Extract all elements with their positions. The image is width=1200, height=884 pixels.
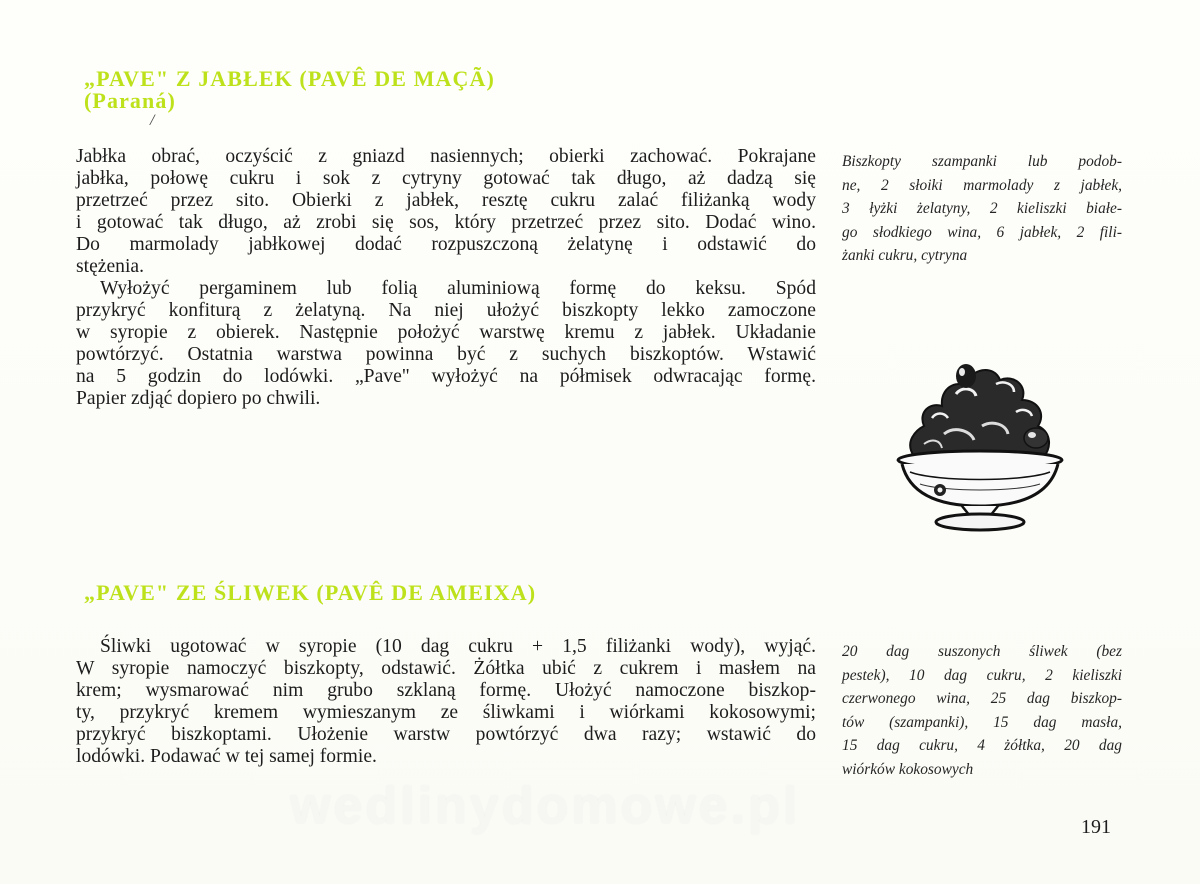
text-line: powtórzyć. Ostatnia warstwa powinna być z suchych biszkoptów. Wstawić — [76, 344, 816, 365]
ingredients-apple — [842, 150, 1122, 268]
text-line: krem; wysmarować nim grubo szklaną formę. Ułożyć namoczone biszkop- — [76, 680, 816, 701]
text-line: w syropie z obierek. Następnie położyć warstwę kremu z jabłek. Układanie — [76, 322, 816, 343]
text-line: Śliwki ugotować w syropie (10 dag cukru + 1,5 filiżanki wody), wyjąć. — [100, 636, 816, 657]
pen-mark: / — [150, 112, 155, 129]
page-number: 191 — [1081, 816, 1111, 838]
ingredient-line: wiórków kokosowych — [842, 760, 974, 778]
text-line: lodówki. Podawać w tej samej formie. — [76, 746, 377, 767]
recipe-title-plum-pave: „PAVE" ZE ŚLIWEK (PAVÊ DE AMEIXA) — [84, 580, 537, 605]
ingredient-line: ne, 2 słoiki marmolady z jabłek, — [842, 176, 1122, 194]
ingredient-line: 3 łyżki żelatyny, 2 kieliszki białe- — [842, 200, 1122, 217]
ingredients-plum — [842, 640, 1122, 781]
recipe-instructions-apple — [76, 146, 816, 410]
ingredient-line: go słodkiego wina, 6 jabłek, 2 fili- — [842, 223, 1122, 241]
text-line: Do marmolady jabłkowej dodać rozpuszczoną żelatynę i odstawić do — [76, 234, 816, 255]
text-line: jabłka, połowę cukru i sok z cytryny gotować tak długo, aż dadzą się — [76, 168, 816, 189]
watermark: wedlinydomowe.pl — [290, 777, 801, 835]
ingredient-line: tów (szampanki), 15 dag masła, — [842, 713, 1122, 731]
text-line: Papier zdjąć dopiero po chwili. — [76, 388, 321, 409]
text-line: W syropie namoczyć biszkopty, odstawić. Żółtka ubić z cukrem i masłem na — [76, 658, 816, 679]
ingredient-line: 15 dag cukru, 4 żółtka, 20 dag — [842, 737, 1122, 754]
ingredient-line: żanki cukru, cytryna — [842, 247, 968, 264]
ingredient-line: 20 dag suszonych śliwek (bez — [842, 643, 1122, 660]
text-line: przykryć konfiturą z żelatyną. Na niej ułożyć biszkopty lekko zamoczone — [76, 300, 816, 321]
text-line: Wyłożyć pergaminem lub folią aluminiową formę do keksu. Spód — [100, 278, 816, 299]
ingredient-line: czerwonego wina, 25 dag biszkop- — [842, 690, 1122, 707]
ingredient-line: Biszkopty szampanki lub podob- — [842, 153, 1122, 170]
ingredient-line: pestek), 10 dag cukru, 2 kieliszki — [842, 666, 1122, 684]
text-line: na 5 godzin do lodówki. „Pave" wyłożyć na półmisek odwracając formę. — [76, 366, 816, 387]
recipe-instructions-plum — [76, 636, 816, 768]
text-line: ty, przykryć kremem wymieszanym ze śliwkami i wiórkami kokosowymi; — [76, 702, 816, 723]
recipe-region: (Paraná) — [84, 88, 176, 113]
text-line: przetrzeć przez sito. Obierki z jabłek, resztę cukru zalać filiżanką wody — [76, 190, 816, 211]
text-line: stężenia. — [76, 256, 144, 277]
text-line: i gotować tak długo, aż zrobi się sos, który przetrzeć przez sito. Dodać wino. — [76, 212, 816, 233]
text-line: Jabłka obrać, oczyścić z gniazd nasiennych; obierki zachować. Pokrajane — [76, 146, 816, 167]
dessert-bowl-illustration — [896, 356, 1068, 536]
recipe-title-apple-pave: „PAVE" Z JABŁEK (PAVÊ DE MAÇÃ) — [84, 66, 495, 91]
text-line: przykryć biszkoptami. Ułożenie warstw powtórzyć dwa razy; wstawić do — [76, 724, 816, 745]
